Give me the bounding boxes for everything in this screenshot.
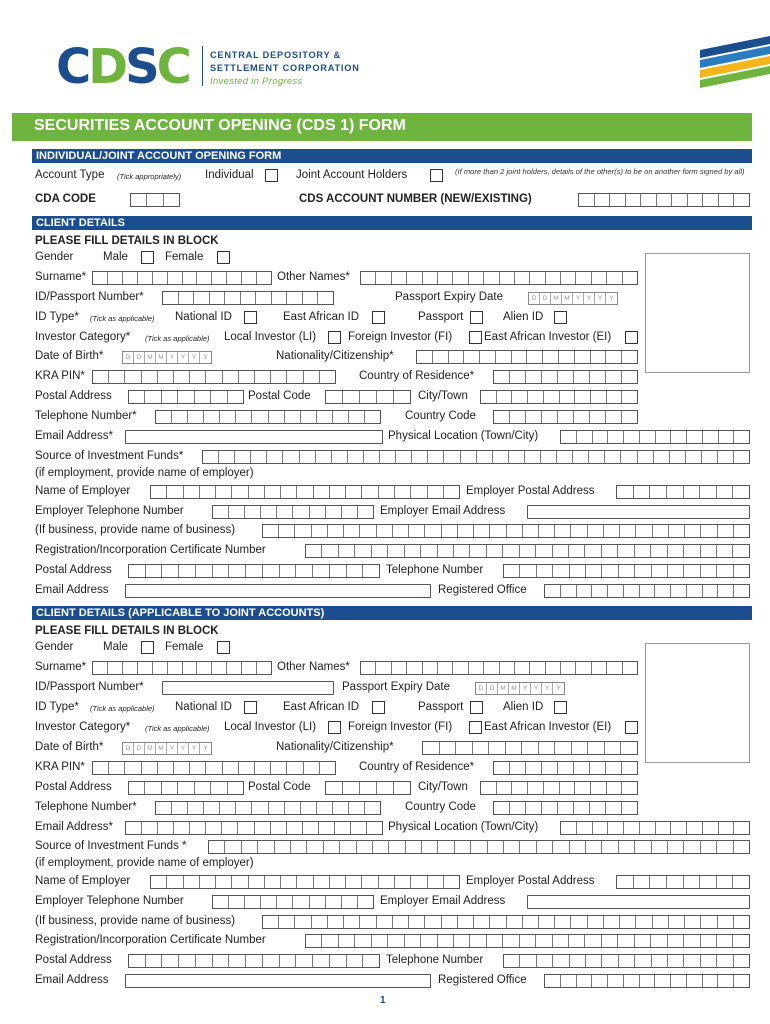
photo-box [645,643,750,763]
postal-code-cells[interactable] [325,390,411,404]
employer-tel-label: Employer Telephone Number [35,895,184,907]
date-cell[interactable]: M [498,683,509,694]
logo-letter-c: C [56,39,89,95]
physical-location-cells[interactable] [560,430,750,444]
date-cell[interactable]: Y [584,293,595,304]
business-name-cells[interactable] [262,915,750,929]
telephone-cells[interactable] [155,410,381,424]
tick-applicable-note: (Tick as applicable) [145,334,210,343]
source-funds-cells[interactable] [202,450,750,464]
ea-id-checkbox[interactable] [372,311,385,324]
employer-postal-label: Employer Postal Address [466,875,595,887]
business-tel-cells[interactable] [503,954,750,968]
telephone-cells[interactable] [155,801,381,815]
business-tel-label: Telephone Number [386,954,484,966]
passport-label: Passport [418,701,464,713]
foreign-investor-checkbox[interactable] [469,721,482,734]
date-cell[interactable]: Y [595,293,606,304]
id-type-label: ID Type* [35,311,79,323]
logo-letter-c2: C [156,39,189,95]
employer-name-label: Name of Employer [35,485,131,497]
national-id-label: National ID [175,311,232,323]
employer-email-field[interactable] [527,895,750,909]
photo-box [645,253,750,373]
employer-email-field[interactable] [527,505,750,519]
employer-tel-cells[interactable] [212,895,374,909]
foreign-investor-label: Foreign Investor (FI) [348,721,453,733]
business-postal-label: Postal Address [35,564,112,576]
postal-code-label: Postal Code [248,781,311,793]
business-postal-label: Postal Address [35,954,112,966]
tick-applicable-note: (Tick as applicable) [90,314,155,323]
passport-expiry-label: Passport Expiry Date [395,291,504,303]
postal-code-cells[interactable] [325,781,411,795]
surname-label: Surname* [35,271,87,283]
stripes-graphic [700,36,770,92]
joint-holders-label: Joint Account Holders [296,169,408,181]
individual-checkbox[interactable] [265,169,278,182]
male-label: Male [103,251,128,263]
business-email-label: Email Address [35,584,109,596]
date-cell[interactable]: Y [178,743,189,754]
date-cell[interactable]: Y [609,295,614,302]
source-funds-label: Source of Investment Funds* [35,450,184,462]
joint-holders-checkbox[interactable] [430,169,443,182]
cda-code-label: CDA CODE [35,193,96,205]
country-residence-cells[interactable] [493,370,638,384]
corp-line-1: CENTRAL DEPOSITORY & [210,50,342,60]
city-town-label: City/Town [418,390,468,402]
kra-pin-label: KRA PIN* [35,761,85,773]
id-passport-label: ID/Passport Number* [35,681,144,693]
telephone-label: Telephone Number* [35,801,137,813]
date-cell[interactable]: Y [203,745,208,752]
date-cell[interactable]: Y [189,352,200,363]
alien-id-checkbox[interactable] [554,701,567,714]
nationality-cells[interactable] [416,350,638,364]
date-cell[interactable]: Y [542,683,553,694]
female-label: Female [165,641,204,653]
other-names-cells[interactable] [360,661,638,675]
local-investor-label: Local Investor (LI) [224,331,317,343]
date-cell[interactable]: M [509,683,520,694]
reg-cert-cells[interactable] [305,934,750,948]
date-cell[interactable]: D [529,293,540,304]
business-email-field[interactable] [125,584,431,598]
nationality-label: Nationality/Citizenship* [276,741,394,753]
email-cells[interactable] [125,821,383,835]
employer-postal-cells[interactable] [616,485,750,499]
employment-note: (if employment, provide name of employer) [35,857,254,869]
date-cell[interactable]: D [540,293,551,304]
business-note: (If business, provide name of business) [35,524,236,536]
country-residence-label: Country of Residence* [359,761,475,773]
fill-block-note: PLEASE FILL DETAILS IN BLOCK [35,625,219,637]
city-town-label: City/Town [418,781,468,793]
id-type-label: ID Type* [35,701,79,713]
date-cell[interactable]: D [476,683,487,694]
logo-divider [202,46,203,86]
cda-code-cells[interactable] [130,193,180,207]
postal-address-cells[interactable] [128,781,244,795]
national-id-label: National ID [175,701,232,713]
employer-email-label: Employer Email Address [380,895,506,907]
date-cell[interactable]: M [145,352,156,363]
cdsc-logo [56,39,189,95]
business-email-field[interactable] [125,974,431,988]
passport-expiry-date[interactable] [475,682,565,695]
other-names-label: Other Names* [277,271,350,283]
surname-cells[interactable] [92,271,272,285]
employer-name-cells[interactable] [150,875,460,889]
country-code-label: Country Code [405,410,476,422]
source-funds-cells[interactable] [208,840,750,854]
dob-label: Date of Birth* [35,741,104,753]
business-postal-cells[interactable] [128,954,380,968]
joint-holders-note: (If more than 2 joint holders, details of the other(s) to be on another form signed by all) [455,167,745,176]
employer-name-cells[interactable] [150,485,460,499]
logo-letter-s: S [125,39,157,95]
registered-office-label: Registered Office [438,584,527,596]
gender-label: Gender [35,641,74,653]
surname-label: Surname* [35,661,87,673]
employer-email-label: Employer Email Address [380,505,506,517]
ea-investor-checkbox[interactable] [625,721,638,734]
alien-id-label: Alien ID [503,311,544,323]
section-header-account-form: INDIVIDUAL/JOINT ACCOUNT OPENING FORM [32,149,752,163]
physical-location-cells[interactable] [560,821,750,835]
date-cell[interactable]: Y [167,352,178,363]
employment-note: (if employment, provide name of employer) [35,467,254,479]
passport-checkbox[interactable] [470,311,483,324]
passport-label: Passport [418,311,464,323]
ea-investor-checkbox[interactable] [625,331,638,344]
business-postal-cells[interactable] [128,564,380,578]
ea-id-label: East African ID [283,311,360,323]
registered-office-cells[interactable] [544,584,750,598]
date-cell[interactable]: D [134,743,145,754]
business-note: (If business, provide name of business) [35,915,236,927]
postal-address-cells[interactable] [128,390,244,404]
individual-label: Individual [205,169,254,181]
surname-cells[interactable] [92,661,272,675]
corp-line-2: SETTLEMENT CORPORATION [210,63,360,73]
kra-pin-cells[interactable] [92,370,336,384]
employer-postal-cells[interactable] [616,875,750,889]
kra-pin-label: KRA PIN* [35,370,85,382]
business-tel-cells[interactable] [503,564,750,578]
date-cell[interactable]: M [156,352,167,363]
date-cell[interactable]: Y [178,352,189,363]
form-title-bar [12,113,752,141]
postal-code-label: Postal Code [248,390,311,402]
date-cell[interactable]: D [123,743,134,754]
country-code-label: Country Code [405,801,476,813]
local-investor-checkbox[interactable] [328,721,341,734]
reg-cert-cells[interactable] [305,544,750,558]
national-id-checkbox[interactable] [244,701,257,714]
date-cell[interactable]: Y [203,354,208,361]
business-tel-label: Telephone Number [386,564,484,576]
registered-office-label: Registered Office [438,974,527,986]
other-names-label: Other Names* [277,661,350,673]
ea-id-checkbox[interactable] [372,701,385,714]
male-checkbox[interactable] [141,641,154,654]
country-code-cells[interactable] [493,801,638,815]
id-passport-label: ID/Passport Number* [35,291,144,303]
ea-investor-label: East African Investor (EI) [484,721,612,733]
employer-postal-label: Employer Postal Address [466,485,595,497]
date-cell[interactable]: Y [531,683,542,694]
country-residence-label: Country of Residence* [359,370,475,382]
kra-pin-cells[interactable] [92,761,336,775]
registered-office-cells[interactable] [544,974,750,988]
dob-label: Date of Birth* [35,350,104,362]
postal-address-label: Postal Address [35,781,112,793]
email-label: Email Address* [35,430,113,442]
passport-checkbox[interactable] [470,701,483,714]
city-town-cells[interactable] [480,390,638,404]
reg-cert-label: Registration/Incorporation Certificate Number [35,544,266,556]
postal-address-label: Postal Address [35,390,112,402]
date-cell[interactable]: Y [189,743,200,754]
source-funds-label: Source of Investment Funds * [35,840,187,852]
employer-name-label: Name of Employer [35,875,131,887]
country-residence-cells[interactable] [493,761,638,775]
date-cell[interactable]: D [123,352,134,363]
female-checkbox[interactable] [217,641,230,654]
ea-investor-label: East African Investor (EI) [484,331,612,343]
date-cell[interactable]: Y [520,683,531,694]
dob-date[interactable] [122,742,212,755]
male-label: Male [103,641,128,653]
tick-appropriately-note: (Tick appropriately) [117,172,182,181]
female-checkbox[interactable] [217,251,230,264]
employer-tel-label: Employer Telephone Number [35,505,184,517]
date-cell[interactable]: D [487,683,498,694]
local-investor-label: Local Investor (LI) [224,721,317,733]
physical-location-label: Physical Location (Town/City) [388,430,539,442]
date-cell[interactable]: M [145,743,156,754]
physical-location-label: Physical Location (Town/City) [388,821,539,833]
business-name-cells[interactable] [262,524,750,538]
gender-label: Gender [35,251,74,263]
nationality-label: Nationality/Citizenship* [276,350,394,362]
country-code-cells[interactable] [493,410,638,424]
tick-applicable-note: (Tick as applicable) [145,724,210,733]
date-cell[interactable]: Y [556,685,561,692]
dob-date[interactable] [122,351,212,364]
date-cell[interactable]: D [134,352,145,363]
business-email-label: Email Address [35,974,109,986]
id-passport-field[interactable] [162,681,334,695]
investor-category-label: Investor Category* [35,331,131,343]
other-names-cells[interactable] [360,271,638,285]
logo-letter-d: D [88,39,126,95]
date-cell[interactable]: Y [167,743,178,754]
tick-applicable-note: (Tick as applicable) [90,704,155,713]
foreign-investor-checkbox[interactable] [469,331,482,344]
employer-tel-cells[interactable] [212,505,374,519]
passport-expiry-label: Passport Expiry Date [342,681,451,693]
id-passport-cells[interactable] [162,291,334,305]
account-type-label: Account Type [35,169,105,181]
form-title: SECURITIES ACCOUNT OPENING (CDS 1) FORM [34,117,406,134]
city-town-cells[interactable] [480,781,638,795]
date-cell[interactable]: M [156,743,167,754]
alien-id-checkbox[interactable] [554,311,567,324]
date-cell[interactable]: M [562,293,573,304]
date-cell[interactable]: M [551,293,562,304]
national-id-checkbox[interactable] [244,311,257,324]
tagline: Invested in Progress [210,76,303,87]
page-number: 1 [380,995,386,1006]
female-label: Female [165,251,204,263]
passport-expiry-date[interactable] [528,292,618,305]
cds-number-label: CDS ACCOUNT NUMBER (NEW/EXISTING) [299,193,532,205]
alien-id-label: Alien ID [503,701,544,713]
cds-number-cells[interactable] [578,193,750,207]
telephone-label: Telephone Number* [35,410,137,422]
corporation-name [210,49,360,88]
email-field[interactable] [125,430,383,444]
fill-block-note: PLEASE FILL DETAILS IN BLOCK [35,235,219,247]
male-checkbox[interactable] [141,251,154,264]
investor-category-label: Investor Category* [35,721,131,733]
email-label: Email Address* [35,821,113,833]
ea-id-label: East African ID [283,701,360,713]
section-header-joint-details: CLIENT DETAILS (APPLICABLE TO JOINT ACCOUNTS) [32,606,752,620]
nationality-cells[interactable] [422,741,638,755]
local-investor-checkbox[interactable] [328,331,341,344]
section-header-client-details: CLIENT DETAILS [32,216,752,230]
date-cell[interactable]: Y [573,293,584,304]
foreign-investor-label: Foreign Investor (FI) [348,331,453,343]
reg-cert-label: Registration/Incorporation Certificate Number [35,934,266,946]
